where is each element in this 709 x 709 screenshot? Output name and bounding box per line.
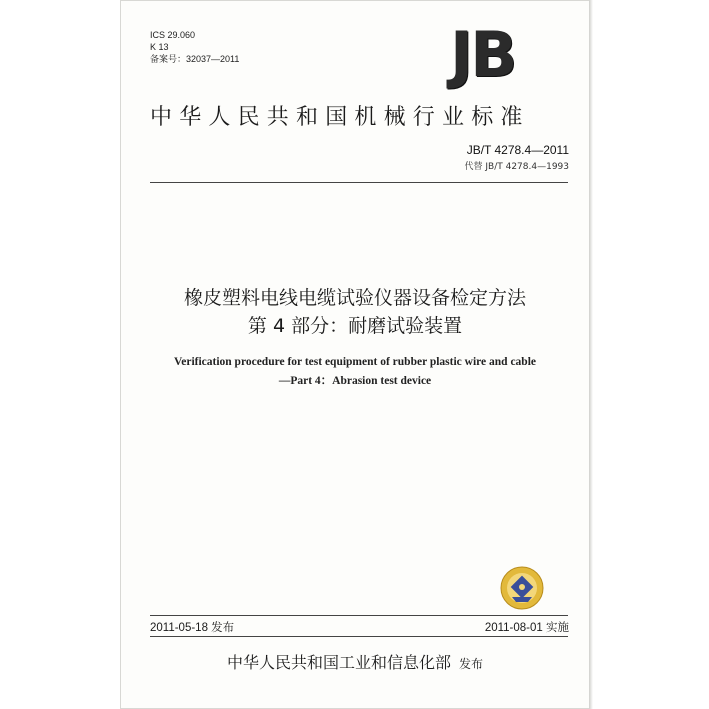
standard-number: JB/T 4278.4—2011	[466, 143, 569, 157]
title-cn-line1: 橡皮塑料电线电缆试验仪器设备检定方法	[183, 287, 526, 309]
issuer-line	[120, 650, 590, 673]
standard-emblem-icon	[500, 566, 544, 610]
record-number: 备案号：32037—2011	[150, 54, 240, 64]
issuer-name: 中华人民共和国工业和信息化部	[226, 653, 451, 672]
jb-logo: JB	[450, 18, 515, 91]
effective-date: 2011-08-01 实施	[484, 622, 569, 634]
organization-title: 中华人民共和国机械行业标准	[150, 105, 530, 130]
top-divider	[150, 182, 568, 183]
k-code: K 13	[150, 42, 169, 52]
issuer-divider	[150, 636, 568, 637]
title-en-line1: Verification procedure for test equipment of rubber plastic wire and cable	[173, 356, 536, 368]
replaces-standard: 代替 JB/T 4278.4—1993	[464, 162, 569, 172]
bottom-divider	[150, 615, 568, 616]
issue-date: 2011-05-18 发布	[150, 622, 235, 634]
title-cn-line2: 第 4 部分：耐磨试验装置	[247, 315, 463, 337]
ics-code: ICS 29.060	[150, 30, 196, 40]
paper-edge-shadow	[589, 0, 593, 709]
issuer-suffix: 发布	[459, 657, 484, 671]
title-en-line2: —Part 4：Abrasion test device	[278, 375, 432, 387]
